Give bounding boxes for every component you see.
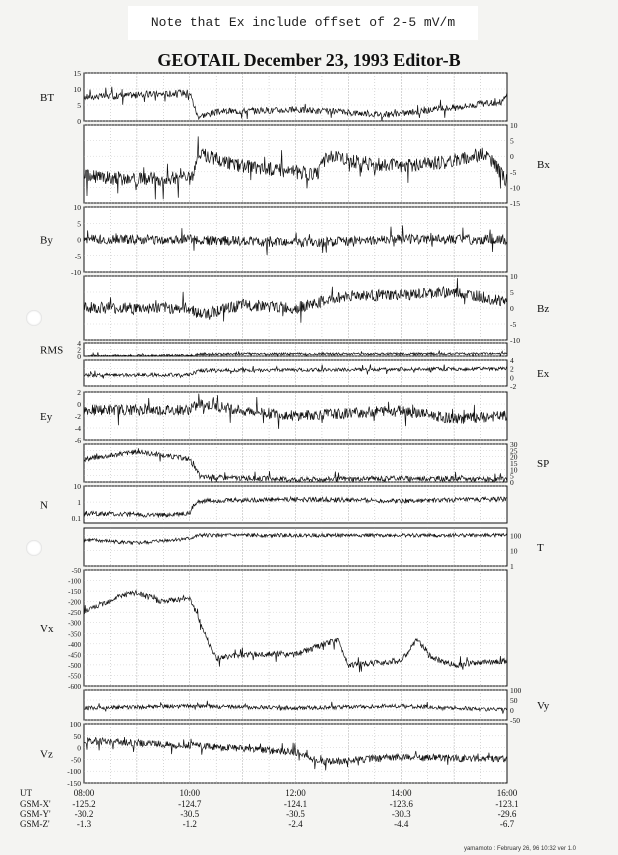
tick-label: 15 (510, 459, 518, 468)
tick-label: 10 (510, 465, 518, 475)
tick-label: -50 (510, 716, 520, 725)
orbit-value: -29.6 (497, 809, 517, 819)
panel-by (40, 203, 507, 277)
orbit-value: -30.5 (180, 809, 200, 819)
panel-label: Vy (537, 700, 550, 712)
tick-label: -4 (74, 424, 81, 433)
tick-label: -250 (68, 609, 81, 618)
tick-label: 0 (510, 152, 514, 162)
panel-label: T (537, 542, 544, 554)
tick-label: 0 (77, 117, 81, 126)
ut-tick-label: 08:00 (73, 788, 95, 798)
panel-label: Ex (537, 368, 550, 380)
orbit-value: -124.7 (178, 799, 202, 809)
ut-tick-label: 16:00 (496, 788, 518, 798)
panel-bx (84, 121, 550, 208)
tick-label: 1 (77, 498, 81, 508)
orbit-table (20, 788, 519, 829)
tick-label: -50 (71, 567, 81, 575)
ut-tick-label: 12:00 (285, 788, 306, 798)
orbit-row-label: GSM-Y' (20, 809, 51, 819)
offset-note: Note that Ex include offset of 2-5 mV/m (128, 6, 478, 40)
panel-rms (40, 339, 507, 361)
panel-label: BT (40, 92, 55, 104)
tick-label: -5 (510, 320, 517, 329)
orbit-value: -30.2 (74, 809, 94, 819)
tick-label: 100 (69, 720, 81, 729)
panel-vx (40, 567, 507, 691)
tick-label: -450 (68, 651, 81, 660)
tick-label: 20 (510, 452, 518, 462)
tick-label: -150 (67, 779, 81, 788)
tick-label: 50 (73, 731, 81, 741)
tick-label: -5 (74, 251, 81, 261)
orbit-value: -30.5 (286, 809, 305, 819)
ut-tick-label: 14:00 (390, 788, 412, 798)
tick-label: -150 (68, 588, 81, 597)
tick-label: -100 (68, 577, 81, 586)
orbit-value: -1.3 (76, 819, 92, 829)
tick-label: -400 (68, 640, 81, 649)
tick-label: 5 (510, 471, 514, 481)
orbit-value: -125.2 (72, 799, 96, 809)
tick-label: 0 (77, 352, 81, 361)
tick-label: -100 (67, 767, 81, 777)
tick-label: 5 (77, 101, 81, 110)
panel-bt (40, 69, 507, 126)
tick-label: -15 (510, 199, 520, 208)
tick-label: 10 (510, 272, 518, 281)
tick-label: 5 (510, 136, 514, 146)
tick-label: 5 (77, 219, 81, 229)
orbit-value: -123.6 (389, 799, 413, 809)
tick-label: 4 (77, 339, 81, 348)
panel-label: Bx (537, 159, 550, 171)
tick-label: 0 (510, 373, 514, 383)
panel-vy (84, 686, 550, 725)
tick-label: -300 (68, 619, 81, 628)
orbit-value: -30.3 (391, 809, 411, 819)
tick-label: 0.1 (71, 514, 81, 524)
tick-label: 10 (73, 85, 81, 94)
orbit-value: -6.7 (499, 819, 515, 829)
tick-label: -10 (510, 183, 520, 193)
tick-label: 0 (510, 304, 514, 313)
panel-label: Vz (40, 748, 53, 761)
chart-title: GEOTAIL December 23, 1993 Editor-B (157, 50, 461, 70)
orbit-row-label: GSM-Z' (20, 819, 50, 829)
tick-label: 25 (510, 446, 518, 456)
panel-label: SP (537, 458, 550, 470)
tick-label: 10 (73, 482, 81, 491)
tick-label: 0 (510, 706, 514, 715)
tick-label: -600 (68, 683, 81, 691)
tick-label: -6 (74, 436, 81, 445)
panel-label: Ey (40, 411, 53, 423)
tick-label: 0 (77, 235, 81, 245)
tick-label: 2 (510, 364, 514, 374)
orbit-value: -4.4 (394, 819, 409, 829)
tick-label: 4 (510, 356, 514, 365)
orbit-row-label: UT (20, 788, 32, 798)
panel-label: N (40, 499, 48, 512)
panel-n (40, 482, 507, 523)
tick-label: 10 (510, 546, 518, 556)
panel-vz (40, 720, 507, 788)
tick-label: 30 (510, 440, 518, 449)
panel-label: RMS (40, 344, 64, 357)
tick-label: 50 (510, 696, 518, 705)
panel-ex (84, 356, 550, 391)
tick-label: -10 (71, 268, 81, 277)
tick-label: 100 (510, 531, 522, 541)
panel-sp (84, 440, 549, 487)
tick-label: 1 (510, 562, 514, 571)
orbit-value: -124.1 (283, 799, 308, 809)
tick-label: 10 (510, 121, 518, 130)
panel-label: Vx (40, 623, 54, 635)
tick-label: -500 (68, 661, 81, 670)
tick-label: 100 (510, 686, 522, 695)
tick-label: -2 (510, 382, 517, 391)
panel-ey (40, 388, 507, 445)
tick-label: -10 (510, 336, 520, 345)
orbit-row-label: GSM-X' (20, 799, 51, 809)
orbit-value: -1.2 (182, 819, 197, 829)
tick-label: -2 (74, 412, 81, 421)
tick-label: 2 (77, 345, 81, 355)
tick-label: 15 (73, 69, 81, 78)
tick-label: -50 (71, 755, 81, 765)
orbit-value: -123.1 (495, 799, 519, 809)
panel-label: By (40, 234, 53, 247)
tick-label: 2 (77, 388, 81, 397)
tick-label: -550 (68, 672, 81, 681)
ut-tick-label: 10:00 (179, 788, 201, 798)
panel-bz (84, 272, 549, 345)
tick-label: 0 (77, 400, 81, 409)
tick-label: 5 (510, 288, 514, 297)
panel-label: Bz (537, 303, 550, 315)
credit-line: yamamoto : February 26, 96 10:32 ver 1.0 (463, 846, 576, 852)
tick-label: -350 (68, 630, 81, 639)
tick-label: 0 (510, 478, 514, 487)
tick-label: 10 (73, 203, 81, 212)
orbit-value: -2.4 (288, 819, 303, 829)
tick-label: -5 (510, 167, 517, 177)
panel-t (84, 528, 544, 571)
tick-label: -200 (68, 598, 81, 607)
tick-label: 0 (77, 743, 81, 753)
